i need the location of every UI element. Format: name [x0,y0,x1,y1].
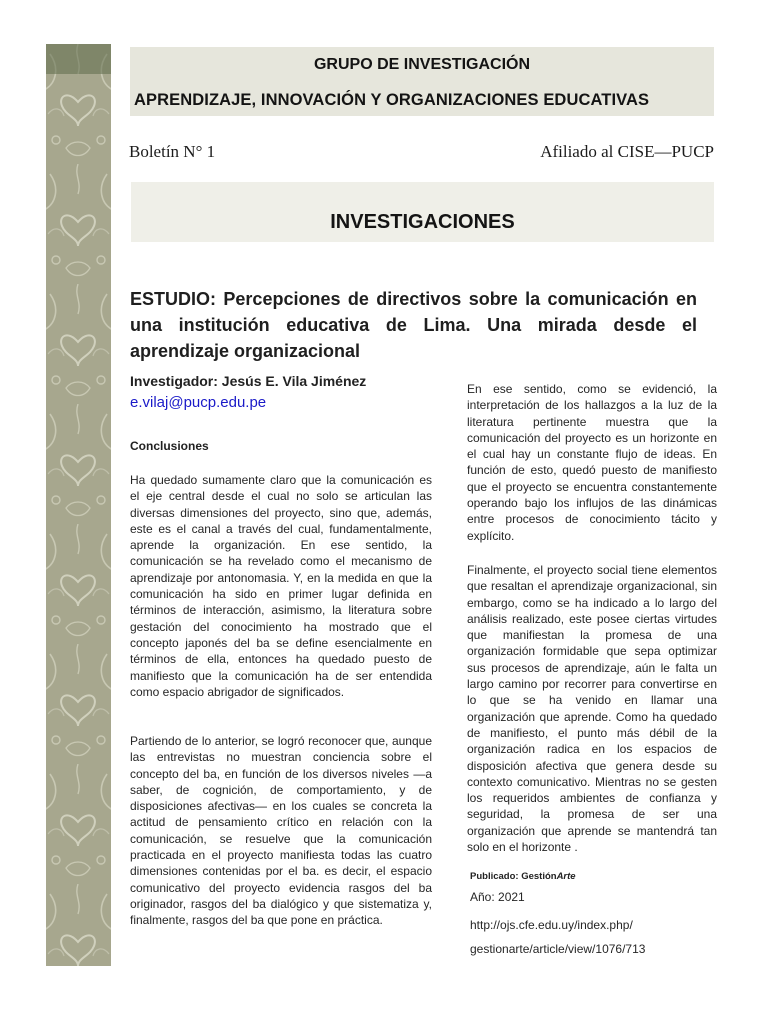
affiliation: Afiliado al CISE—PUCP [540,142,714,161]
publication-url[interactable] [470,913,645,961]
group-title: GRUPO DE INVESTIGACIÓN [313,56,531,73]
publication-url-line-1: http://ojs.cfe.edu.uy/index.php/ [470,918,633,932]
bulletin-number: Boletín N° 1 [129,142,216,161]
publication-label-italic: Arte [556,871,576,882]
study-title: ESTUDIO: Percepciones de directivos sobre la comunicación en una institución educativa de Lima. Una mirada desde el aprendizaje organizacional [130,289,697,361]
floral-pattern [46,44,111,966]
publication-year: Año: 2021 [470,890,525,904]
publication-label [470,871,576,882]
researcher-name: Investigador: Jesús E. Vila Jiménez [130,373,367,389]
conclusions-paragraph-3: En ese sentido, como se evidenció, la interpretación de los hallazgos a la luz de la literatura pertinente muestra que la comunicación del proyecto es un horizonte en el cual hay un constante flujo de ideas. En función de esto, quedó puesto de manifiesto que el proyecto se encuentra constantemente operando bajo los influjos de las dinámicas entre procesos de conocimiento tácito y explícito. [467,382,717,543]
conclusions-paragraph-1: Ha quedado sumamente claro que la comunicación es el eje central desde el cual no solo se articulan las diversas dimensiones del proyecto, sino que, además, este es el canal a través del cual, fundamentalmente, aprende la organización. En ese sentido, la comunicación se ha revelado como el mecanismo de aprendizaje por antonomasia. Y, en la medida en que la comunicación ha sido en primer lugar definida en términos de interacción, asimismo, la literatura sobre gestación del conocimiento ha mostrado que el concepto japonés del ba se define esencialmente en términos de ella, entonces ha quedado puesto de manifiesto que la comunicación ha de ser entendida como espacio abrigador de significados. [130,473,432,699]
conclusions-paragraph-4: Finalmente, el proyecto social tiene elementos que resaltan el aprendizaje organizacional, sin embargo, como se ha indicado a lo largo del análisis realizado, este posee ciertas virtudes que manifiestan la promesa de una organización formidable que sepa optimizar sus procesos de aprendizaje, aún le falta un largo camino por recorrer para convertirse en lo que se ha venido en llamar una organización que aprende. Como ha quedado de manifiesto, el punto más débil de la organización radica en los espacios de disposición afectiva que genera desde su contexto comunicativo. Mientras no se gesten los requeridos ambientes de confianza y seguridad, la promesa de ser una organización que aprende se mantendrá tan solo en el horizonte . [467,563,717,855]
decorative-side-strip [46,44,111,966]
conclusions-paragraph-2: Partiendo de lo anterior, se logró reconocer que, aunque las entrevistas no muestran conciencia sobre el concepto del ba, en función de los diversos niveles —a saber, de cognición, de comportamiento, y de disposiciones afectivas— en los cuales se concreta la actitud de pensamiento crítico en relación con la comunicación, se resuelve que la comunicación practicada en el proyecto manifiesta todas las cuatro dimensiones contenidas por el ba. es decir, el espacio comunicativo del proyecto evidencia rasgos del ba originador, rasgos del ba dialógico y que sistematiza y, finalmente, rasgos del ba que pone en práctica. [130,734,432,928]
conclusions-heading: Conclusiones [130,439,209,453]
section-title: INVESTIGACIONES [330,211,515,233]
publication-url-line-2: gestionarte/article/view/1076/713 [470,942,646,956]
group-subtitle: APRENDIZAJE, INNOVACIÓN Y ORGANIZACIONES EDUCATIVAS [134,91,650,109]
researcher-email[interactable]: e.vilaj@pucp.edu.pe [130,394,267,411]
section-banner [131,182,714,242]
publication-label-text: Publicado: Gestión [470,871,557,882]
header-banner [130,47,714,116]
